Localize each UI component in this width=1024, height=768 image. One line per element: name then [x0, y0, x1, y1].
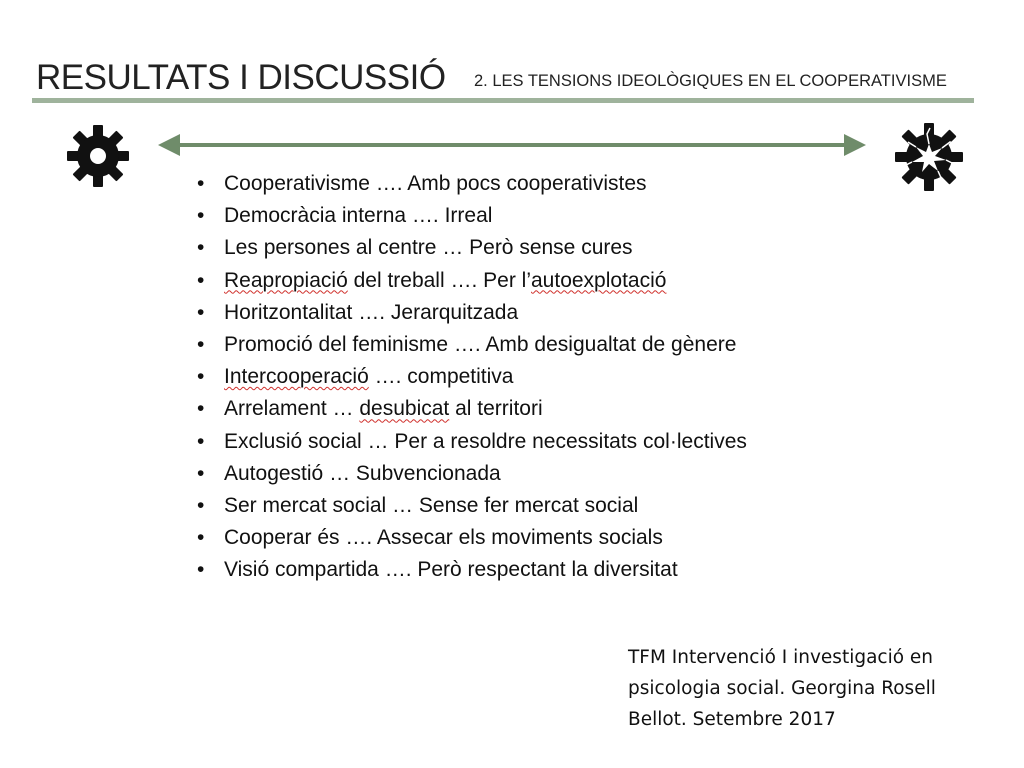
list-item: • Cooperativisme …. Amb pocs cooperativistes	[197, 172, 647, 195]
title-underline-rule	[32, 98, 974, 103]
list-item: • Les persones al centre … Però sense cures	[197, 236, 633, 260]
list-item: • Arrelament … desubicat al territori	[197, 397, 543, 421]
list-item: • Democràcia interna …. Irreal	[197, 204, 493, 228]
misspelled-word: desubicat	[359, 397, 450, 421]
list-item: • Cooperar és …. Assecar els moviments socials	[197, 526, 663, 550]
list-item: • Reapropiació del treball …. Per l’autoexplotació	[197, 268, 667, 292]
list-item: • Horitzontalitat …. Jerarquitzada	[197, 300, 519, 324]
list-item: • Exclusió social … Per a resoldre necessitats col·lectives	[197, 429, 747, 453]
slide-title: RESULTATS I DISCUSSIÓ	[36, 58, 446, 97]
list-item: • Autogestió … Subvencionada	[197, 461, 501, 485]
misspelled-word: autoexplotació	[531, 268, 667, 292]
slide-subtitle: 2. LES TENSIONS IDEOLÒGIQUES EN EL COOPERATIVISME	[474, 72, 947, 90]
broken-gear-icon	[894, 122, 964, 192]
list-item: • Ser mercat social … Sense fer mercat social	[197, 494, 639, 518]
footer-citation: TFM Intervenció I investigació en psicologia social. Georgina Rosell Bellot. Setembre 2017	[628, 647, 936, 730]
misspelled-word: Intercooperació	[224, 365, 369, 389]
gear-icon	[66, 124, 130, 188]
list-item: • Visió compartida …. Però respectant la diversitat	[197, 558, 678, 582]
misspelled-word: Reapropiació	[224, 268, 348, 292]
double-headed-arrow-icon	[158, 132, 866, 158]
list-item: • Promoció del feminisme …. Amb desigualtat de gènere	[197, 333, 737, 357]
list-item: • Intercooperació …. competitiva	[197, 365, 514, 389]
tension-bullet-list	[196, 168, 747, 587]
